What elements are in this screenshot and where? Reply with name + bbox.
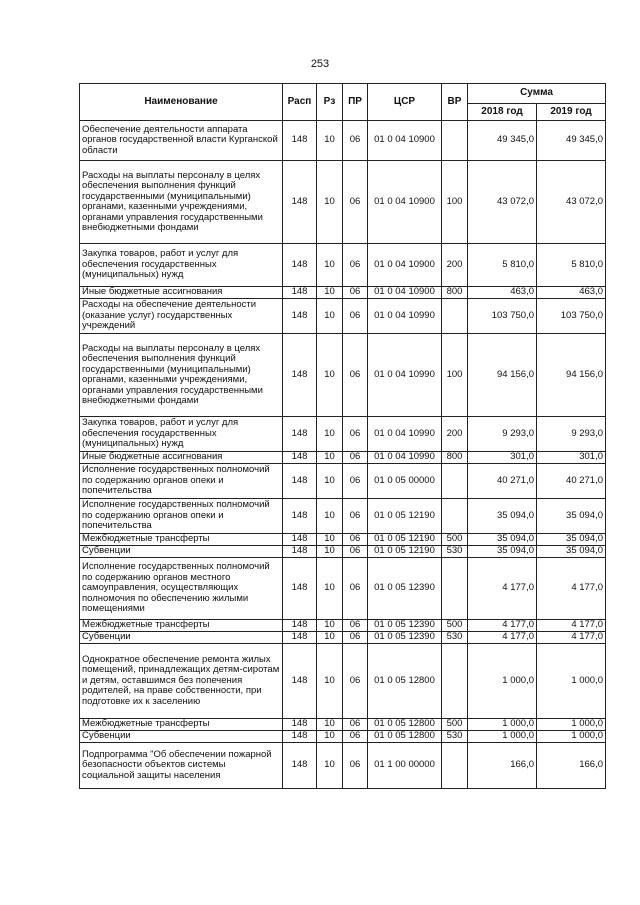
table-row (80, 499, 606, 534)
header-sum: Сумма (468, 84, 606, 104)
cell-y2018: 35 094,0 (468, 534, 537, 546)
cell-y2018: 43 072,0 (468, 161, 537, 244)
cell-vr (442, 743, 468, 789)
cell-rz: 10 (317, 632, 343, 644)
cell-rz: 10 (317, 464, 343, 499)
cell-csr: 01 0 05 12190 (368, 499, 442, 534)
cell-rasp: 148 (283, 161, 317, 244)
cell-y2018: 103 750,0 (468, 299, 537, 334)
table-row (80, 121, 606, 161)
cell-rz: 10 (317, 452, 343, 464)
cell-rasp: 148 (283, 299, 317, 334)
cell-pr: 06 (343, 546, 368, 558)
cell-rz: 10 (317, 417, 343, 452)
cell-name: Подпрограмма "Об обеспечении пожарной безопасности объектов системы социальной защиты населения (80, 743, 283, 789)
cell-csr: 01 0 04 10990 (368, 299, 442, 334)
table-row (80, 417, 606, 452)
cell-y2019: 166,0 (537, 743, 606, 789)
cell-y2018: 94 156,0 (468, 334, 537, 417)
cell-y2019: 1 000,0 (537, 644, 606, 719)
cell-rasp: 148 (283, 287, 317, 299)
cell-vr (442, 121, 468, 161)
table-row (80, 299, 606, 334)
cell-pr: 06 (343, 499, 368, 534)
cell-pr: 06 (343, 299, 368, 334)
cell-y2018: 166,0 (468, 743, 537, 789)
table-row (80, 161, 606, 244)
cell-y2019: 35 094,0 (537, 499, 606, 534)
cell-y2019: 40 271,0 (537, 464, 606, 499)
cell-vr: 500 (442, 719, 468, 731)
cell-pr: 06 (343, 558, 368, 620)
cell-vr: 800 (442, 452, 468, 464)
cell-rasp: 148 (283, 546, 317, 558)
cell-name: Межбюджетные трансферты (80, 534, 283, 546)
cell-vr: 100 (442, 161, 468, 244)
cell-vr: 200 (442, 244, 468, 287)
cell-pr: 06 (343, 534, 368, 546)
header-pr: ПР (343, 84, 368, 121)
cell-name: Иные бюджетные ассигнования (80, 287, 283, 299)
cell-y2019: 4 177,0 (537, 620, 606, 632)
table-body (80, 121, 606, 789)
header-name: Наименование (80, 84, 283, 121)
cell-name: Расходы на выплаты персоналу в целях обеспечения выполнения функций государственными (муниципальными) органами, казенными учреждениями, органами управления государственными внебюджетными фондами (80, 161, 283, 244)
cell-y2019: 5 810,0 (537, 244, 606, 287)
table-row (80, 743, 606, 789)
table-row (80, 452, 606, 464)
cell-rz: 10 (317, 546, 343, 558)
cell-csr: 01 0 04 10990 (368, 452, 442, 464)
cell-rasp: 148 (283, 632, 317, 644)
cell-rasp: 148 (283, 499, 317, 534)
cell-y2019: 35 094,0 (537, 546, 606, 558)
cell-csr: 01 0 04 10900 (368, 244, 442, 287)
cell-rz: 10 (317, 743, 343, 789)
table-row (80, 244, 606, 287)
cell-name: Закупка товаров, работ и услуг для обеспечения государственных (муниципальных) нужд (80, 417, 283, 452)
cell-name: Субвенции (80, 546, 283, 558)
cell-y2019: 49 345,0 (537, 121, 606, 161)
cell-rz: 10 (317, 534, 343, 546)
cell-vr (442, 644, 468, 719)
cell-vr: 500 (442, 620, 468, 632)
cell-csr: 01 0 04 10990 (368, 334, 442, 417)
cell-y2019: 94 156,0 (537, 334, 606, 417)
cell-y2018: 40 271,0 (468, 464, 537, 499)
cell-y2018: 35 094,0 (468, 499, 537, 534)
cell-csr: 01 0 04 10990 (368, 417, 442, 452)
cell-y2018: 1 000,0 (468, 731, 537, 743)
cell-name: Исполнение государственных полномочий по содержанию органов опеки и попечительства (80, 499, 283, 534)
header-2018: 2018 год (468, 104, 537, 121)
cell-y2019: 301,0 (537, 452, 606, 464)
cell-y2018: 1 000,0 (468, 719, 537, 731)
cell-pr: 06 (343, 287, 368, 299)
cell-name: Субвенции (80, 731, 283, 743)
cell-name: Закупка товаров, работ и услуг для обеспечения государственных (муниципальных) нужд (80, 244, 283, 287)
cell-y2018: 463,0 (468, 287, 537, 299)
cell-name: Однократное обеспечение ремонта жилых помещений, принадлежащих детям-сиротам и детям, оставшимся без попечения родителей, на праве собственности, при подготовке их к заселению (80, 644, 283, 719)
cell-pr: 06 (343, 121, 368, 161)
cell-name: Субвенции (80, 632, 283, 644)
cell-rz: 10 (317, 299, 343, 334)
cell-vr: 530 (442, 632, 468, 644)
cell-y2019: 1 000,0 (537, 719, 606, 731)
cell-rasp: 148 (283, 719, 317, 731)
cell-csr: 01 0 05 12390 (368, 620, 442, 632)
cell-vr: 500 (442, 534, 468, 546)
cell-y2018: 4 177,0 (468, 620, 537, 632)
cell-pr: 06 (343, 334, 368, 417)
cell-rz: 10 (317, 287, 343, 299)
cell-vr (442, 499, 468, 534)
cell-vr: 800 (442, 287, 468, 299)
cell-csr: 01 0 05 00000 (368, 464, 442, 499)
cell-rasp: 148 (283, 464, 317, 499)
cell-y2019: 9 293,0 (537, 417, 606, 452)
cell-csr: 01 0 05 12800 (368, 719, 442, 731)
cell-name: Исполнение государственных полномочий по содержанию органов местного самоуправления, осуществляющих полномочия по обеспечению жилыми помещениями (80, 558, 283, 620)
cell-y2019: 463,0 (537, 287, 606, 299)
table-row (80, 287, 606, 299)
table-row (80, 719, 606, 731)
cell-pr: 06 (343, 452, 368, 464)
cell-y2018: 4 177,0 (468, 632, 537, 644)
cell-csr: 01 0 04 10900 (368, 287, 442, 299)
cell-vr: 100 (442, 334, 468, 417)
cell-csr: 01 0 05 12800 (368, 644, 442, 719)
cell-rz: 10 (317, 719, 343, 731)
cell-rz: 10 (317, 620, 343, 632)
cell-name: Обеспечение деятельности аппарата органов государственной власти Курганской области (80, 121, 283, 161)
cell-csr: 01 1 00 00000 (368, 743, 442, 789)
cell-y2019: 35 094,0 (537, 534, 606, 546)
cell-y2018: 35 094,0 (468, 546, 537, 558)
cell-csr: 01 0 05 12190 (368, 534, 442, 546)
cell-y2019: 4 177,0 (537, 558, 606, 620)
cell-y2019: 103 750,0 (537, 299, 606, 334)
cell-rz: 10 (317, 644, 343, 719)
cell-csr: 01 0 04 10900 (368, 161, 442, 244)
cell-y2018: 1 000,0 (468, 644, 537, 719)
cell-pr: 06 (343, 644, 368, 719)
header-csr: ЦСР (368, 84, 442, 121)
cell-rz: 10 (317, 558, 343, 620)
table-row (80, 334, 606, 417)
cell-pr: 06 (343, 417, 368, 452)
cell-name: Расходы на обеспечение деятельности (оказание услуг) государственных учреждений (80, 299, 283, 334)
cell-rasp: 148 (283, 534, 317, 546)
cell-y2018: 5 810,0 (468, 244, 537, 287)
cell-csr: 01 0 05 12800 (368, 731, 442, 743)
cell-name: Межбюджетные трансферты (80, 719, 283, 731)
cell-y2019: 43 072,0 (537, 161, 606, 244)
cell-name: Исполнение государственных полномочий по содержанию органов опеки и попечительства (80, 464, 283, 499)
cell-y2019: 1 000,0 (537, 731, 606, 743)
cell-pr: 06 (343, 244, 368, 287)
cell-rz: 10 (317, 161, 343, 244)
cell-name: Иные бюджетные ассигнования (80, 452, 283, 464)
cell-rasp: 148 (283, 121, 317, 161)
cell-pr: 06 (343, 731, 368, 743)
table-row (80, 620, 606, 632)
cell-csr: 01 0 05 12390 (368, 632, 442, 644)
cell-csr: 01 0 04 10900 (368, 121, 442, 161)
cell-rasp: 148 (283, 334, 317, 417)
cell-y2018: 49 345,0 (468, 121, 537, 161)
cell-vr (442, 558, 468, 620)
table-row (80, 731, 606, 743)
cell-name: Межбюджетные трансферты (80, 620, 283, 632)
header-rz: Рз (317, 84, 343, 121)
table-row (80, 644, 606, 719)
cell-pr: 06 (343, 743, 368, 789)
cell-rz: 10 (317, 731, 343, 743)
cell-rasp: 148 (283, 558, 317, 620)
cell-pr: 06 (343, 719, 368, 731)
cell-rasp: 148 (283, 731, 317, 743)
table-row (80, 546, 606, 558)
cell-rasp: 148 (283, 743, 317, 789)
cell-rasp: 148 (283, 452, 317, 464)
cell-y2018: 301,0 (468, 452, 537, 464)
cell-name: Расходы на выплаты персоналу в целях обеспечения выполнения функций государственными (муниципальными) органами, казенными учреждениями, органами управления государственными внебюджетными фондами (80, 334, 283, 417)
cell-y2018: 9 293,0 (468, 417, 537, 452)
cell-rasp: 148 (283, 620, 317, 632)
cell-rasp: 148 (283, 244, 317, 287)
cell-csr: 01 0 05 12190 (368, 546, 442, 558)
budget-table (79, 83, 606, 789)
cell-rz: 10 (317, 121, 343, 161)
cell-csr: 01 0 05 12390 (368, 558, 442, 620)
table-row (80, 534, 606, 546)
cell-pr: 06 (343, 161, 368, 244)
cell-rz: 10 (317, 334, 343, 417)
table-row (80, 464, 606, 499)
cell-y2018: 4 177,0 (468, 558, 537, 620)
cell-vr: 530 (442, 546, 468, 558)
cell-vr (442, 464, 468, 499)
cell-pr: 06 (343, 632, 368, 644)
cell-rz: 10 (317, 244, 343, 287)
cell-vr: 530 (442, 731, 468, 743)
cell-rasp: 148 (283, 644, 317, 719)
cell-rasp: 148 (283, 417, 317, 452)
header-rasp: Расп (283, 84, 317, 121)
page-number: 253 (310, 58, 330, 70)
cell-vr: 200 (442, 417, 468, 452)
cell-y2019: 4 177,0 (537, 632, 606, 644)
cell-pr: 06 (343, 620, 368, 632)
cell-vr (442, 299, 468, 334)
cell-rz: 10 (317, 499, 343, 534)
header-vr: ВР (442, 84, 468, 121)
table-row (80, 632, 606, 644)
cell-pr: 06 (343, 464, 368, 499)
table-row (80, 558, 606, 620)
header-2019: 2019 год (537, 104, 606, 121)
